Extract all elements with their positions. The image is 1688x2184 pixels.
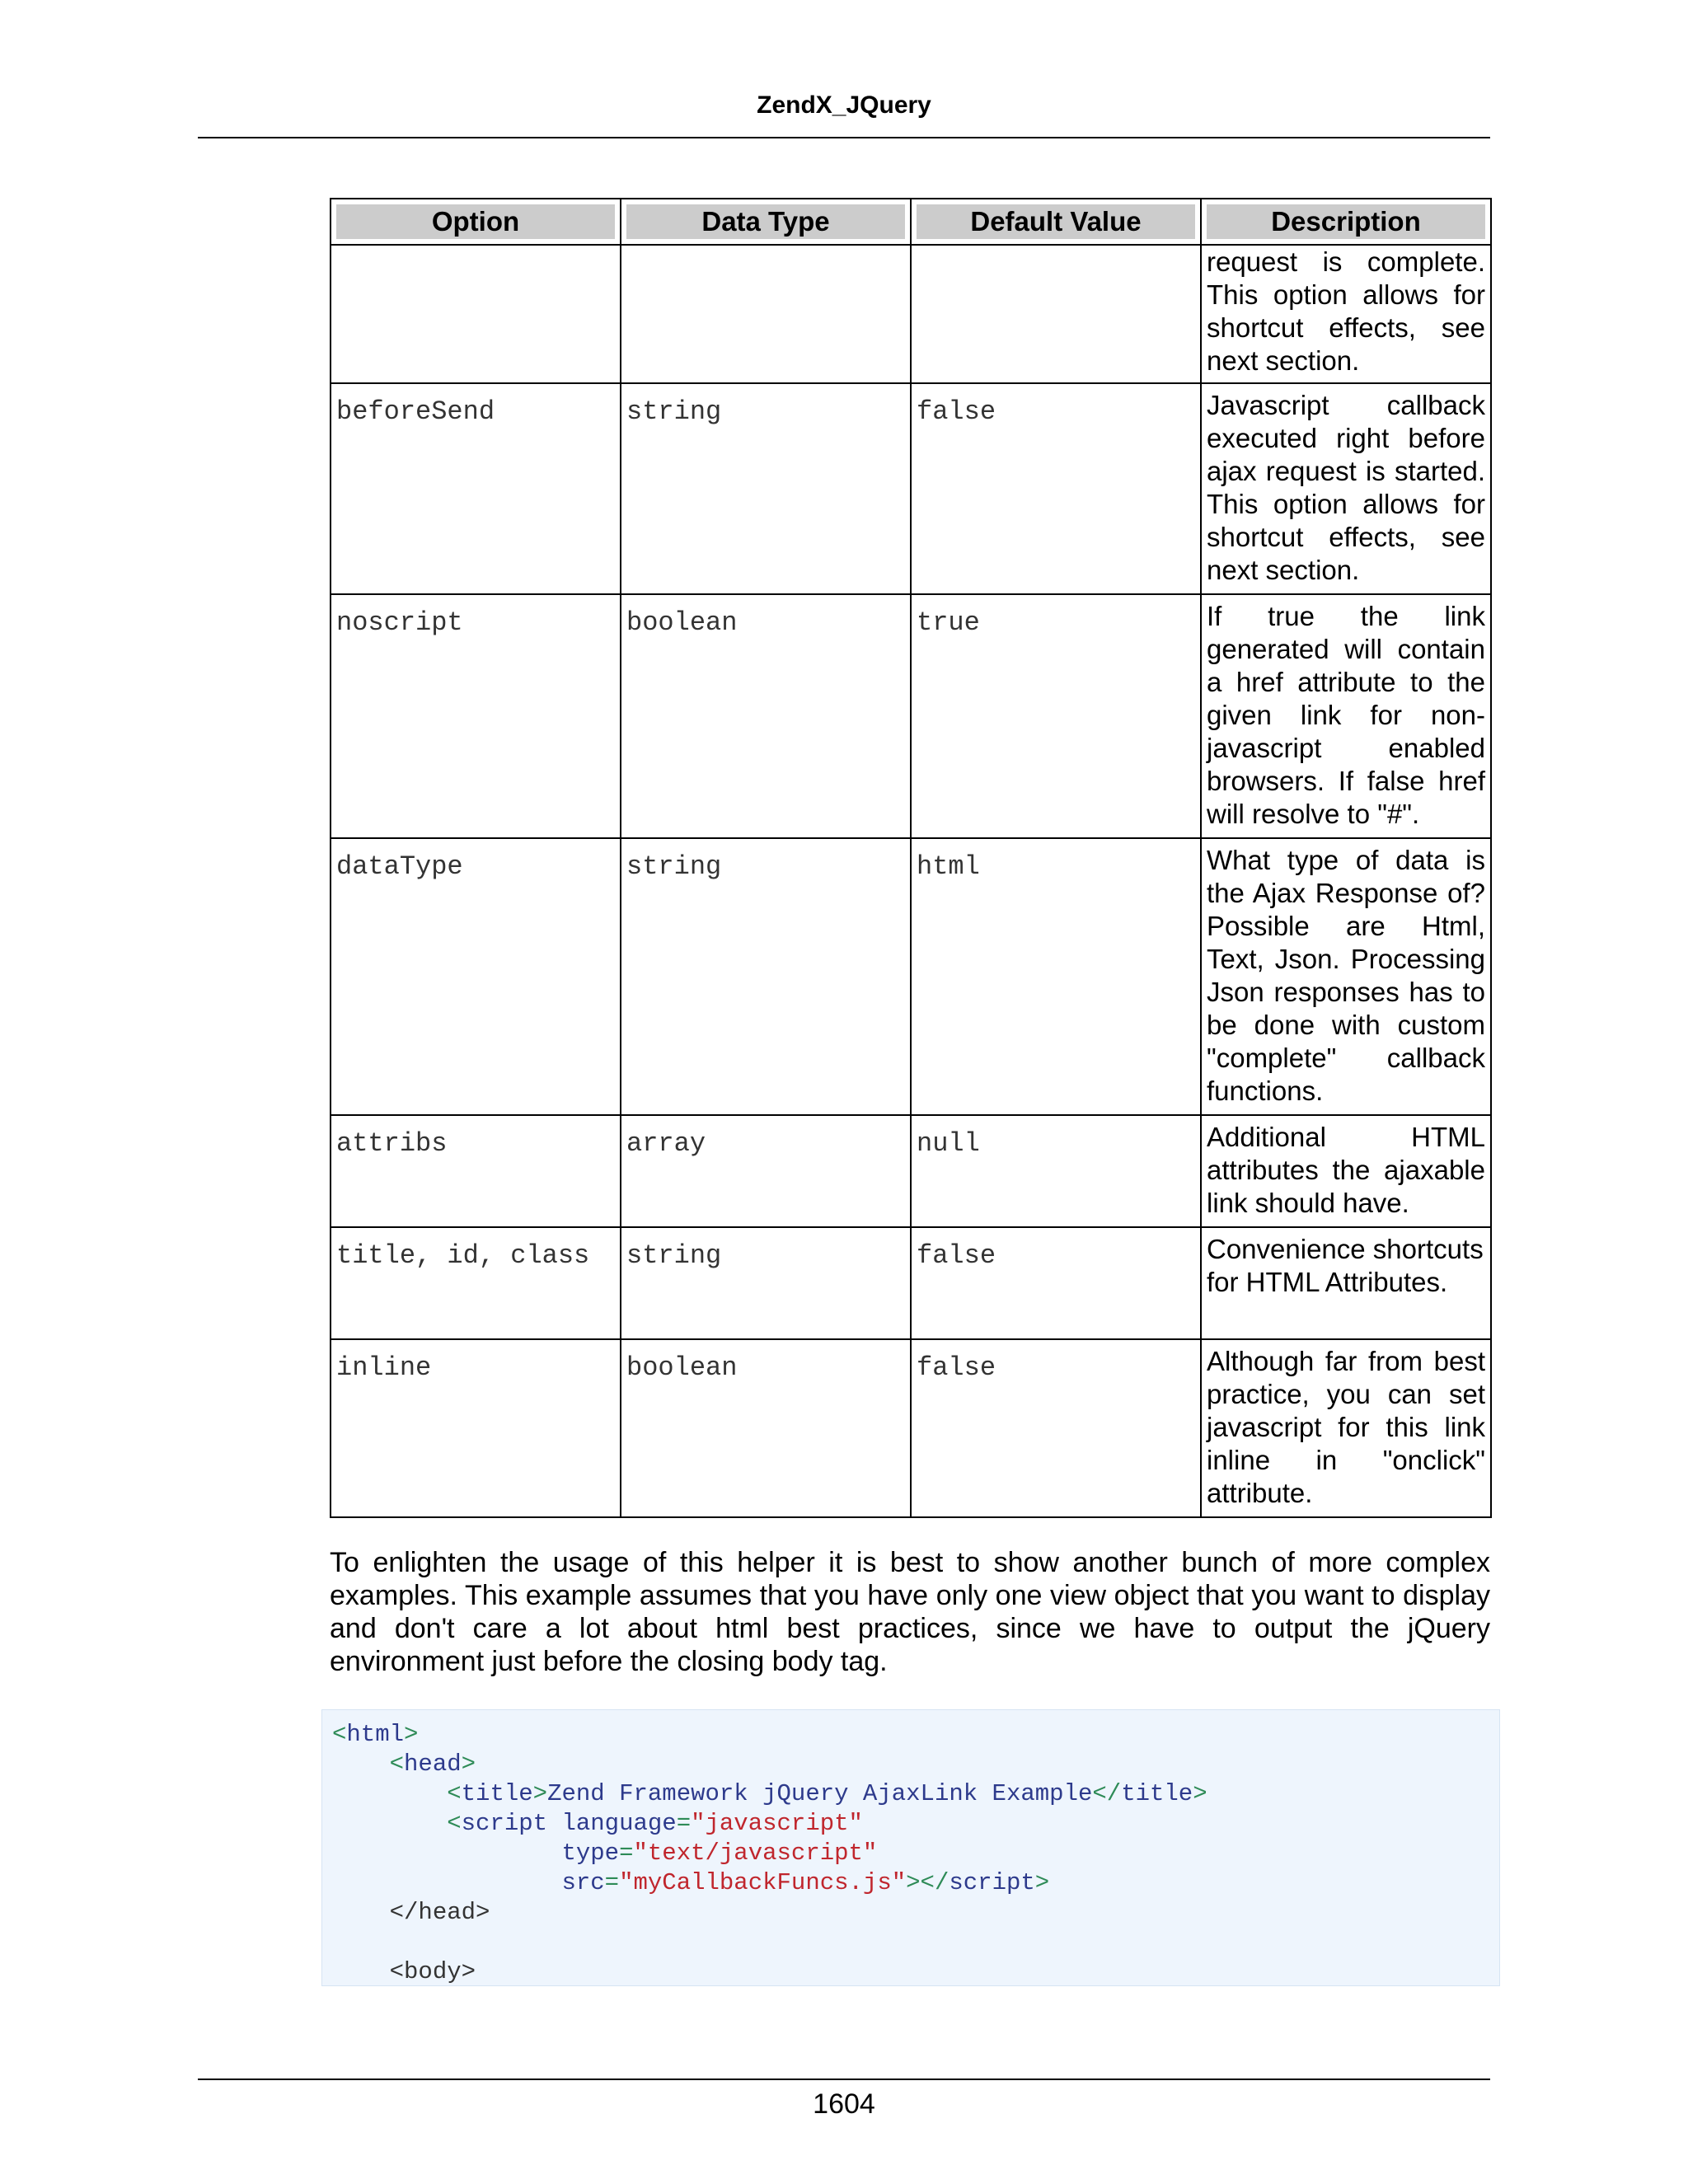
code-token: </ [1092,1780,1122,1807]
table-row [331,1115,1491,1227]
code-token: "text/javascript" [633,1840,878,1867]
options-table [330,198,1492,1518]
code-line [332,1958,476,1985]
cell-default-value: null [911,1115,1201,1227]
cell-data-type: string [621,838,911,1115]
code-token: > [461,1750,476,1778]
cell-data-type: string [621,383,911,594]
code-token: type [561,1840,620,1867]
table-row [331,594,1491,838]
cell-default-value: html [911,838,1201,1115]
cell-option: noscript [331,594,621,838]
footer-rule [198,2079,1490,2080]
code-token [332,1840,561,1867]
code-token: < [389,1750,405,1778]
column-header-default-value: Default Value [911,199,1201,245]
code-text [322,1710,1499,1986]
code-listing [321,1709,1500,1986]
code-token: < [332,1721,347,1748]
page-number: 1604 [813,2088,875,2120]
column-header-option: Option [331,199,621,245]
cell-data-type: array [621,1115,911,1227]
cell-data-type: boolean [621,594,911,838]
code-line [332,1840,877,1867]
code-token: = [676,1810,692,1837]
cell-option: beforeSend [331,383,621,594]
cell-option: attribs [331,1115,621,1227]
code-token: = [619,1840,634,1867]
table-row [331,1227,1491,1339]
column-header-data-type: Data Type [621,199,911,245]
code-token: ></ [906,1869,950,1896]
table-header-row [331,199,1491,245]
header-rule [198,137,1490,138]
cell-description: If true the link generated will contain a href attribute to the given link for non-javascript enabled browsers. If false href will resolve to "#". [1201,594,1491,838]
code-line [332,1780,1207,1807]
code-token: head [404,1750,462,1778]
cell-option: title, id, class [331,1227,621,1339]
code-token: script [949,1869,1035,1896]
table-row [331,1339,1491,1517]
cell-option: dataType [331,838,621,1115]
code-token: < [447,1810,462,1837]
cell-default-value: false [911,1227,1201,1339]
code-token: > [1193,1780,1207,1807]
cell-default-value [911,245,1201,383]
column-header-description: Description [1201,199,1491,245]
cell-option: inline [331,1339,621,1517]
code-token: <body> [332,1958,476,1985]
cell-description: Convenience shortcuts for HTML Attributes. [1201,1227,1491,1339]
code-token [332,1780,447,1807]
cell-data-type: boolean [621,1339,911,1517]
cell-description: Javascript callback executed right before ajax request is started. This option allows for shortcut effects, see next section. [1201,383,1491,594]
cell-default-value: false [911,1339,1201,1517]
table-row [331,838,1491,1115]
code-line [332,1721,418,1748]
cell-description: What type of data is the Ajax Response of? Possible are Html, Text, Json. Processing Json responses has to be done with custom "complete" callback functions. [1201,838,1491,1115]
cell-option [331,245,621,383]
code-token: Zend Framework jQuery AjaxLink Example [547,1780,1093,1807]
code-line [332,1810,863,1837]
code-token: "myCallbackFuncs.js" [619,1869,907,1896]
code-token: </head> [332,1899,490,1926]
page-header-title: ZendX_JQuery [757,91,931,119]
cell-description: request is complete. This option allows for shortcut effects, see next section. [1201,245,1491,383]
code-token: < [447,1780,462,1807]
code-token: = [604,1869,620,1896]
code-token: > [532,1780,548,1807]
code-token: script language [461,1810,677,1837]
cell-default-value: false [911,383,1201,594]
code-token: > [1034,1869,1050,1896]
cell-data-type: string [621,1227,911,1339]
cell-description: Additional HTML attributes the ajaxable link should have. [1201,1115,1491,1227]
code-line [332,1750,476,1778]
code-token: title [1121,1780,1193,1807]
code-token: title [461,1780,533,1807]
table-row [331,383,1491,594]
cell-description: Although far from best practice, you can set javascript for this link inline in "onclick" attribute. [1201,1339,1491,1517]
code-token [332,1869,561,1896]
code-token: html [346,1721,405,1748]
cell-default-value: true [911,594,1201,838]
code-token [332,1810,447,1837]
table-row [331,245,1491,383]
code-line [332,1869,1049,1896]
code-line [332,1899,490,1926]
cell-data-type [621,245,911,383]
code-token: > [404,1721,419,1748]
body-paragraph: To enlighten the usage of this helper it is best to show another bunch of more complex examples. This example assumes that you have only one view object that you want to display and don't care a lot about html best practices, since we have to output the jQuery environment just before the closing body tag. [330,1547,1490,1677]
code-token: src [561,1869,605,1896]
code-token: "javascript" [691,1810,863,1837]
code-token [332,1750,390,1778]
